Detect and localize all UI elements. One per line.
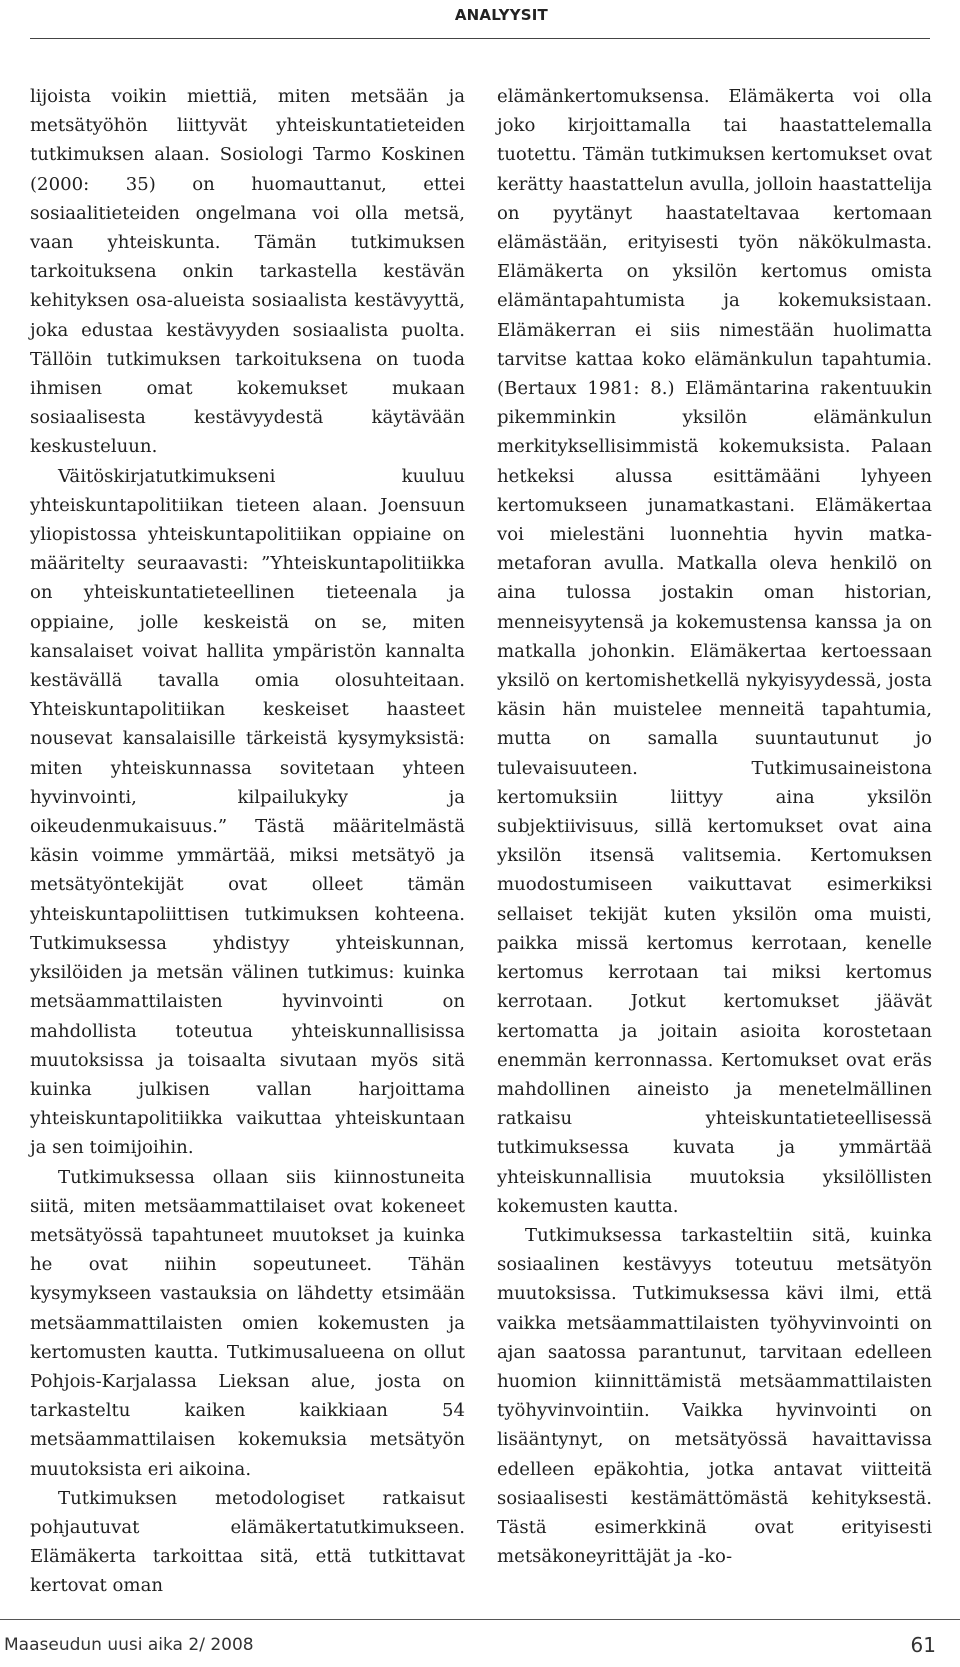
header-divider xyxy=(30,38,930,39)
journal-title: Maaseudun uusi aika 2/ 2008 xyxy=(4,1635,254,1655)
page-number: 61 xyxy=(910,1633,936,1657)
right-column xyxy=(497,82,932,1571)
paragraph: Tutkimuksen metodologiset ratkaisut pohjautuvat elämäkertatutkimukseen. Elämäkerta tarkoittaa sitä, että tutkittavat kertovat oman xyxy=(30,1487,465,1597)
paragraph: lijoista voikin miettiä, miten metsään ja metsätyöhön liittyvät yhteiskuntatieteiden tutkimuksen alaan. Sosiologi Tarmo Koskinen (2000: 35) on huomauttanut, ettei sosiaalitieteiden ongelmana voi olla metsä, vaan yhteiskunta. Tämän tutkimuksen tarkoituksena onkin tarkastella kestävän kehityksen osa-alueista sosiaalista kestävyyttä, joka edustaa kestävyyden sosiaalista puolta. Tällöin tutkimuksen tarkoituksena on tuoda ihmisen omat kokemukset mukaan sosiaalisesta kestävyydestä käytävään keskusteluun. xyxy=(30,86,465,458)
paragraph: Tutkimuksessa ollaan siis kiinnostuneita siitä, miten metsäammattilaiset ovat kokeneet metsätyössä tapahtuneet muutokset ja kuinka he ovat niihin sopeutuneet. Tähän kysymykseen vastauksia on lähdetty etsimään metsäammattilaisten omien kokemusten ja kertomusten kautta. Tutkimusalueena on ollut Pohjois-Karjalassa Lieksan alue, josta on tarkasteltu kaiken kaikkiaan 54 metsäammattilaisen kokemuksia metsätyön muutoksista eri aikoina. xyxy=(30,1166,465,1480)
paragraph: elämänkertomuksensa. Elämäkerta voi olla joko kirjoittamalla tai haastattelemalla tuotettu. Tämän tutkimuksen kertomukset ovat kerätty haastattelun avulla, jolloin haastattelija on pyytänyt haastateltavaa kertomaan elämästään, erityisesti työn näkökulmasta. Elämäkerta on yksilön kertomus omista elämäntapahtumista ja kokemuksistaan. Elämäkerran ei siis nimestään huolimatta tarvitse kattaa koko elämänkulun tapahtumia. (Bertaux 1981: 8.) Elämäntarina rakentuukin pikemminkin yksilön elämänkulun merkityksellisimmistä kokemuksista. Palaan hetkeksi alussa esittämääni lyhyeen kertomukseen junamatkastani. Elämäkertaa voi mielestäni luonnehtia hyvin matka-metaforan avulla. Matkalla oleva henkilö on aina tulossa jostakin oman historian, menneisyytensä ja kokemustensa kanssa ja on matkalla johonkin. Elämäkertaa kertoessaan yksilö on kertomishetkellä nykyisyydessä, josta käsin hän muistelee menneitä tapahtumia, mutta on samalla suuntautunut jo tulevaisuuteen. Tutkimusaineistona kertomuksiin liittyy aina yksilön subjektiivisuus, sillä kertomukset ovat aina yksilön itsensä valitsemia. Kertomuksen muodostumiseen vaikuttavat esimerkiksi sellaiset tekijät kuten yksilön oma muisti, paikka missä kertomus kerrotaan, kenelle kertomus kerrotaan tai miksi kertomus kerrotaan. Jotkut kertomukset jäävät kertomatta ja joitain asioita korostetaan enemmän kerronnassa. Kertomukset ovat eräs mahdollinen aineisto ja menetelmällinen ratkaisu yhteiskuntatieteellisessä tutkimuksessa kuvata ja ymmärtää yhteiskunnallisia muutoksia yksilöllisten kokemusten kautta. xyxy=(497,86,932,1217)
section-label: ANALYYSIT xyxy=(454,6,548,24)
page-header xyxy=(0,0,960,40)
page-footer xyxy=(0,1615,960,1667)
paragraph: Tutkimuksessa tarkasteltiin sitä, kuinka sosiaalinen kestävyys toteutuu metsätyön muutoksissa. Tutkimuksessa kävi ilmi, että vaikka metsäammattilaisten työhyvinvointi on ajan saatossa parantunut, tarvitaan edelleen huomion kiinnittämistä metsäammattilaisten työhyvinvointiin. Vaikka hyvinvointi on lisääntynyt, on metsätyössä havaittavissa edelleen epäkohtia, jotka antavat viitteitä sosiaalisesti kestämättömästä kehityksestä. Tästä esimerkkinä ovat erityisesti metsäkoneyrittäjät ja -ko- xyxy=(497,1224,932,1568)
footer-divider xyxy=(0,1619,960,1620)
paragraph: Väitöskirjatutkimukseni kuuluu yhteiskuntapolitiikan tieteen alaan. Joensuun yliopistossa yhteiskuntapolitiikan oppiaine on määritelty seuraavasti: ”Yhteiskuntapolitiikka on yhteiskuntatieteellinen tieteenala ja oppiaine, jolle keskeistä on se, miten kansalaiset voivat hallita ympäristön kannalta kestävällä tavalla omia olosuhteitaan. Yhteiskuntapolitiikan keskeiset haasteet nousevat kansalaisille tärkeistä kysymyksistä: miten yhteiskunnassa sovitetaan yhteen hyvinvointi, kilpailukyky ja oikeudenmukaisuus.” Tästä määritelmästä käsin voimme ymmärtää, miksi metsätyö ja metsätyöntekijät ovat olleet tämän yhteiskuntapoliittisen tutkimuksen kohteena. Tutkimuksessa yhdistyy yhteiskunnan, yksilöiden ja metsän välinen tutkimus: kuinka metsäammattilaisten hyvinvointi on mahdollista toteutua yhteiskunnallisissa muutoksissa ja toisaalta sivutaan myös sitä kuinka julkisen vallan harjoittama yhteiskuntapolitiikka vaikuttaa yhteiskuntaan ja sen toimijoihin. xyxy=(30,465,465,1159)
left-column xyxy=(30,82,465,1601)
